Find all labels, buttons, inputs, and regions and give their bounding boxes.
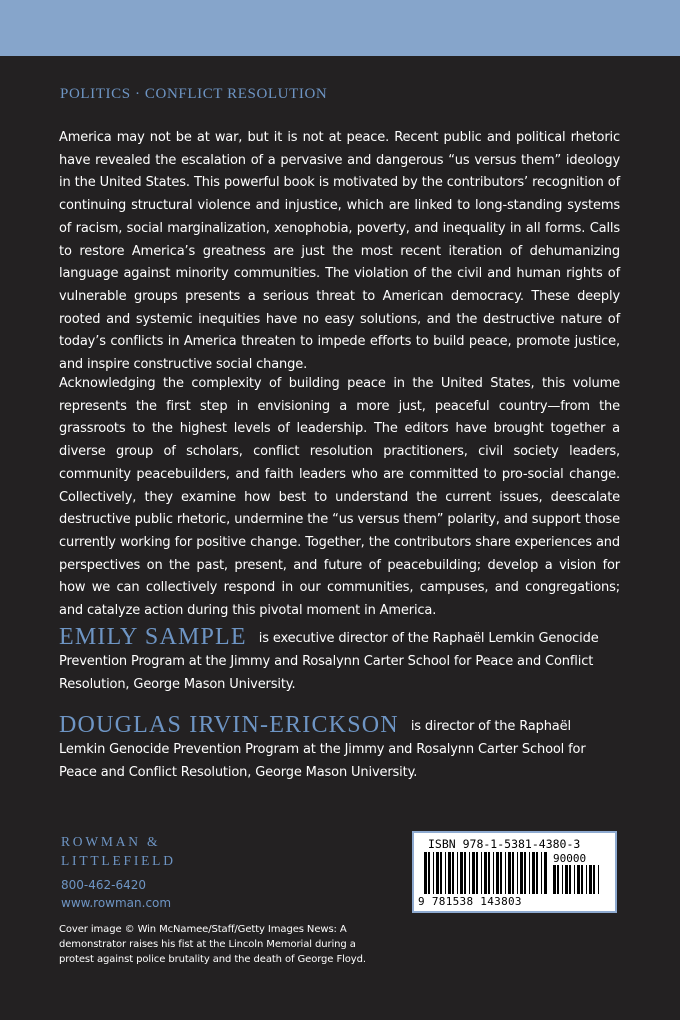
isbn-label: ISBN 978-1-5381-4380-3 [428, 837, 581, 851]
barcode-bar [541, 852, 542, 894]
author-bio-text: is director of the Raphaël Lemkin Genocide Prevention Program at the Jimmy and Rosalynn Carter School for Peace and Conflict Resolution, George Mason University. [59, 719, 586, 780]
barcode-bar [457, 852, 458, 894]
barcode-bar [505, 852, 506, 894]
addon-barcode-bars [553, 865, 603, 894]
barcode-bar [440, 852, 442, 894]
barcode-bar [589, 865, 592, 894]
barcode-bar [562, 865, 563, 894]
barcode-bar [581, 865, 583, 894]
barcode-bar [577, 865, 580, 894]
publisher-logo [61, 832, 176, 870]
barcode-bar [565, 865, 568, 894]
barcode-bar [517, 852, 518, 894]
barcode-bar [512, 852, 514, 894]
barcode-bar [472, 852, 475, 894]
barcode-bar [500, 852, 502, 894]
barcode-bar [496, 852, 499, 894]
barcode-bar [445, 852, 446, 894]
price-code: 90000 [553, 852, 587, 865]
barcode-bar [569, 865, 571, 894]
barcode-bar [424, 852, 427, 894]
publisher-website[interactable]: www.rowman.com [61, 896, 172, 910]
cover-image-credit: Cover image © Win McNamee/Staff/Getty Images News: A demonstrator raises his fist at the Lincoln Memorial during a protest against police brutality and the death of George Floyd. [59, 924, 366, 965]
publisher-contact [61, 876, 171, 912]
author-bio-1 [59, 626, 620, 696]
barcode-bar [481, 852, 482, 894]
barcode-bar [460, 852, 463, 894]
barcode-bar [532, 852, 535, 894]
barcode-bar [448, 852, 451, 894]
category-label: POLITICS · CONFLICT RESOLUTION [60, 86, 328, 102]
barcode-bar [557, 865, 559, 894]
top-color-band [0, 0, 680, 56]
barcode-bar [469, 852, 470, 894]
publisher-name-line-2: LITTLEFIELD [61, 853, 176, 868]
author-name: EMILY SAMPLE [59, 624, 247, 650]
description-paragraph-2: Acknowledging the complexity of building peace in the United States, this volume represents the first step in envisioning a more just, peaceful country—from the grassroots to the highest levels of leadership. The editors have brought together a diverse group of scholars, conflict resolution practitioners, civil society leaders, community peacebuilders, and faith leaders who are committed to pro-social change. Collectively, they examine how best to understand the current issues, deescalate destructive public rhetoric, undermine the “us versus them” polarity, and support those currently working for positive change. Together, the contributors share experiences and perspectives on the past, present, and future of peacebuilding; develop a vision for how we can collectively respond in our communities, campuses, and congregations; and catalyze action during this pivotal moment in America. [59, 376, 620, 619]
barcode-bar [484, 852, 487, 894]
author-bio-text: is executive director of the Raphaël Lemkin Genocide Prevention Program at the Jimmy and Rosalynn Carter School for Peace and Conflict Resolution, George Mason University. [59, 631, 599, 692]
barcode-bar [593, 865, 595, 894]
ean-barcode-bars [424, 852, 548, 894]
barcode-bar [529, 852, 530, 894]
barcode-bar [508, 852, 511, 894]
barcode-bar [428, 852, 430, 894]
publisher-phone: 800-462-6420 [61, 878, 147, 892]
description-paragraph-1: America may not be at war, but it is not at peace. Recent public and political rhetoric have revealed the escalation of a pervasive and dangerous “us versus them” ideology in the United States. This powerful book is motivated by the contributors’ recognition of continuing structural violence and injustice, which are linked to long-standing systems of racism, social marginalization, xenophobia, poverty, and inequality in all forms. Calls to restore America’s greatness are just the most recent iteration of dehumanizing language against minority communities. The violation of the civil and human rights of vulnerable groups presents a serious threat to American democracy. These deeply rooted and systemic inequities have no easy solutions, and the destructive nature of today’s conflicts in America threaten to impede efforts to build peace, promote justice, and inspire constructive social change. [59, 130, 620, 373]
barcode-digits: 9 781538 143803 [418, 895, 522, 908]
barcode-bar [598, 865, 599, 894]
barcode-bar [452, 852, 454, 894]
barcode-bar [476, 852, 478, 894]
barcode-bar [586, 865, 587, 894]
barcode-bar [493, 852, 494, 894]
barcode-bar [524, 852, 526, 894]
barcode-bar [488, 852, 490, 894]
barcode-bar [436, 852, 439, 894]
isbn-barcode [412, 831, 617, 913]
barcode-bar [574, 865, 575, 894]
barcode-bar [520, 852, 523, 894]
barcode-bar [553, 865, 556, 894]
barcode-bar [544, 852, 547, 894]
barcode-bar [433, 852, 434, 894]
publisher-name-line-1: ROWMAN & [61, 834, 161, 849]
barcode-bar [464, 852, 466, 894]
barcode-bar [536, 852, 538, 894]
author-name: DOUGLAS IRVIN-ERICKSON [59, 712, 399, 738]
author-bio-2 [59, 714, 620, 784]
